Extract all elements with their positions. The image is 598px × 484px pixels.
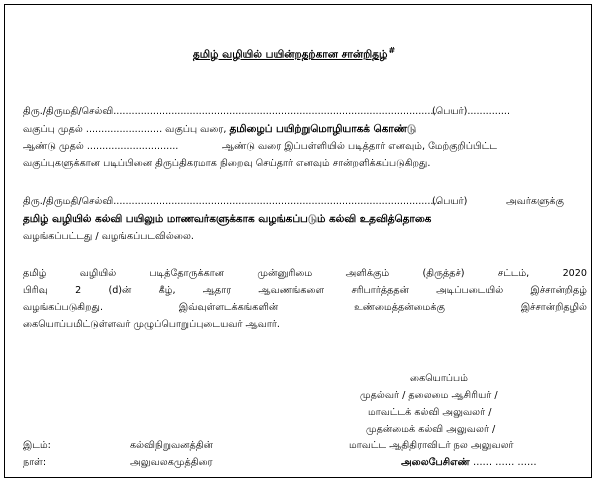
s2-given-line: வழங்கப்பட்டது / வழங்கப்படவில்லை. [23, 231, 194, 242]
title-text: தமிழ் வழியில் பயின்றதற்கான சான்றிதழ் [192, 48, 388, 61]
phone-dots: …… …… …… [472, 457, 537, 468]
s1-medium-bold: தமிழைப் பயிற்றுமொழியாகக் கொண்டு [229, 123, 417, 135]
s3-line1: தமிழ் வழியில் படித்தோருக்கான முன்னுரிமை அளிக்கும் (திருத்தச்) சட்டம், 2020 [23, 268, 587, 279]
signature-line1: முதல்வர் / தலைமை ஆசிரியர் / [360, 390, 498, 401]
s1-completion-line: வகுப்புகளுக்கான படிப்பினை திருப்திகரமாக நிறைவு செய்தார் எனவும் சான்றளிக்கப்படுகிறது. [23, 158, 431, 169]
s1-year-left: ஆண்டு முதல் .............................. [23, 141, 179, 152]
s1-class-line [23, 123, 416, 136]
signature-line4: மாவட்ட ஆதிதிராவிடர் நல அலுவலர் [349, 440, 514, 451]
s3-line3: வழங்கப்படுகிறது. இவ்வுள்ளடக்கங்களின் உண்மைத்தன்மைக்கு இச்சான்றிதழில் [23, 302, 587, 313]
s2-name-left: திரு./திருமதி/செல்வி........................................................................................................... [23, 196, 440, 207]
date-label: நாள்: [23, 457, 47, 468]
phone-label: அலைபேசிஎண் [401, 457, 470, 468]
s2-scholarship-bold: தமிழ் வழியில் கல்வி பயிலும் மாணவர்களுக்காக வழங்கப்படும் கல்வி உதவித்தொகை [23, 213, 432, 225]
signature-heading: கையொப்பம் [410, 373, 468, 384]
s2-name-right: அவர்களுக்கு [506, 196, 564, 207]
s2-name-mid: (பெயர்) [432, 196, 468, 207]
place-value: கல்விநிறுவனத்தின் [130, 440, 213, 451]
s3-line2: பிரிவு 2 (d)ன் கீழ், ஆதார ஆவணங்களை சரிபார்த்ததன் அடிப்படையில் இச்சான்றிதழ் [23, 285, 587, 296]
s1-class-text: வகுப்பு முதல் ......................... வகுப்பு வரை, [23, 124, 227, 135]
s1-name-left: திரு./திருமதி/செல்வி.......................................................................................................... [23, 106, 437, 117]
signature-line3: முதன்மைக் கல்வி அலுவலர் / [366, 424, 496, 435]
date-value: அலுவலகமுத்திரை [130, 457, 213, 468]
signature-line2: மாவட்டக் கல்வி அலுவலர் / [368, 407, 492, 418]
certificate-title [0, 46, 588, 62]
signature-phone [401, 456, 537, 469]
s1-name-right: (பெயர்).............. [432, 106, 511, 117]
s1-name-line [23, 105, 437, 118]
s3-line4: கையொப்பமிட்டுள்ளவர் முழுப்பொறுப்புடையவர் ஆவார். [23, 319, 280, 330]
s1-year-right: ஆண்டு வரை இப்பள்ளியில் படித்தார் எனவும், மேற்குறிப்பிட்ட [222, 141, 498, 152]
place-label: இடம்: [23, 440, 51, 451]
title-mark: # [388, 46, 396, 55]
